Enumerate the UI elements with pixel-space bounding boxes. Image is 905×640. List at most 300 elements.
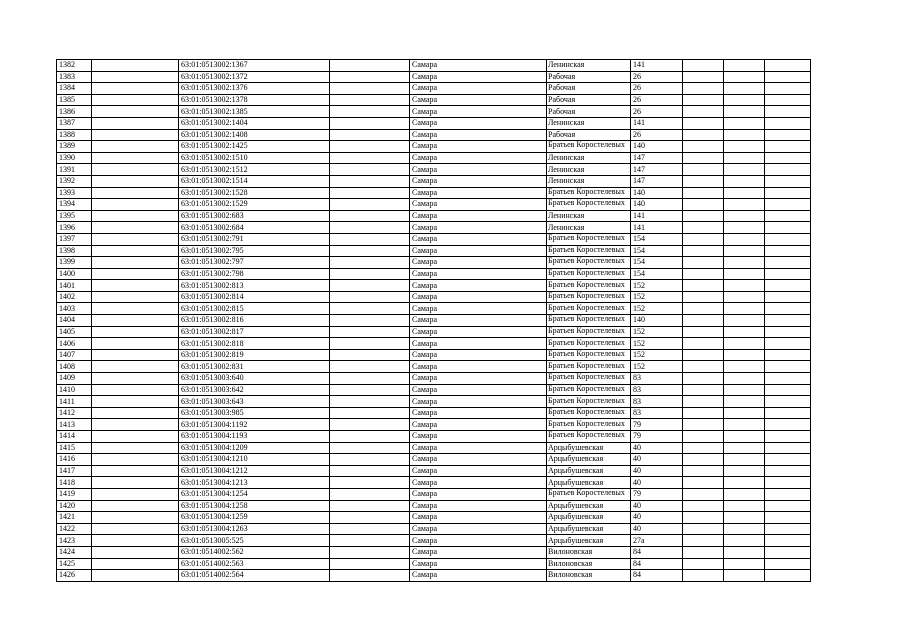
street: Арцыбушевская [548,442,604,452]
empty-cell [92,431,179,443]
street: Арцыбушевская [548,477,604,487]
empty-cell [683,152,724,164]
house-number-cell [631,396,683,408]
cadastral-number-cell [179,268,330,280]
row-number-cell [57,60,92,72]
street: Арцыбушевская [548,454,604,464]
empty-cell [724,94,765,106]
house-number: 154 [633,268,645,278]
house-number: 84 [633,547,641,557]
table-row [57,338,811,350]
city: Самара [412,350,437,360]
street: Арцыбушевская [548,512,604,522]
house-number: 140 [633,199,645,209]
empty-cell [330,222,410,234]
city-cell [410,164,547,176]
row-number-cell [57,291,92,303]
row-number: 1409 [59,373,75,383]
empty-cell [765,442,811,454]
house-number: 40 [633,442,641,452]
cadastral-number-cell [179,326,330,338]
row-number: 1400 [59,268,75,278]
table-row [57,326,811,338]
city: Самара [412,280,437,290]
street-cell [547,349,631,361]
empty-cell [765,535,811,547]
empty-cell [330,245,410,257]
cadastral-number-cell [179,210,330,222]
cadastral-number-cell [179,233,330,245]
empty-cell [765,280,811,292]
empty-cell [724,303,765,315]
street-cell [547,454,631,466]
cadastral-number: 63:01:0513002:1510 [181,153,248,163]
street: Ленинская [548,211,585,221]
street-cell [547,373,631,385]
empty-cell [765,303,811,315]
empty-cell [724,280,765,292]
empty-cell [724,454,765,466]
house-number: 152 [633,303,645,313]
house-number: 147 [633,176,645,186]
cadastral-number: 63:01:0513002:684 [181,222,244,232]
cadastral-number: 63:01:0513004:1212 [181,466,248,476]
row-number: 1406 [59,338,75,348]
row-number-cell [57,222,92,234]
empty-cell [683,268,724,280]
cadastral-number-cell [179,280,330,292]
empty-cell [765,349,811,361]
empty-cell [683,326,724,338]
city-cell [410,535,547,547]
empty-cell [683,106,724,118]
cadastral-number: 63:01:0514002:564 [181,570,244,580]
cadastral-number: 63:01:0513002:831 [181,361,244,371]
empty-cell [765,106,811,118]
house-number: 26 [633,95,641,105]
city: Самара [412,106,437,116]
empty-cell [92,187,179,199]
empty-cell [683,303,724,315]
house-number-cell [631,291,683,303]
table-row [57,268,811,280]
street: Арцыбушевская [548,500,604,510]
cadastral-number: 63:01:0513005:525 [181,535,244,545]
row-number-cell [57,303,92,315]
street: Рабочая [548,106,576,116]
city-cell [410,268,547,280]
empty-cell [92,117,179,129]
house-number-cell [631,210,683,222]
city: Самара [412,303,437,313]
city-cell [410,257,547,269]
empty-cell [92,523,179,535]
empty-cell [765,257,811,269]
empty-cell [92,245,179,257]
city-cell [410,326,547,338]
empty-cell [765,71,811,83]
cadastral-number: 63:01:0513002:816 [181,315,244,325]
empty-cell [724,291,765,303]
street: Братьев Коростелевых [548,257,625,266]
empty-cell [330,338,410,350]
house-number-cell [631,488,683,500]
cadastral-number-cell [179,558,330,570]
house-number: 152 [633,338,645,348]
empty-cell [330,233,410,245]
street: Арцыбушевская [548,524,604,534]
empty-cell [92,83,179,95]
city: Самара [412,500,437,510]
street: Вилоновская [548,570,593,580]
row-number: 1393 [59,187,75,197]
city-cell [410,233,547,245]
cadastral-number-cell [179,303,330,315]
row-number: 1419 [59,489,75,499]
empty-cell [683,141,724,153]
row-number-cell [57,500,92,512]
cadastral-number-cell [179,152,330,164]
row-number: 1399 [59,257,75,267]
empty-cell [765,233,811,245]
cadastral-number: 63:01:0513004:1209 [181,442,248,452]
street-cell [547,268,631,280]
table-row [57,117,811,129]
empty-cell [724,315,765,327]
house-number: 84 [633,570,641,580]
street-cell [547,233,631,245]
empty-cell [92,280,179,292]
empty-cell [330,512,410,524]
cadastral-number-cell [179,94,330,106]
street: Братьев Коростелевых [548,326,625,335]
cadastral-number: 63:01:0513004:1193 [181,431,248,441]
street-cell [547,523,631,535]
cadastral-number: 63:01:0513002:819 [181,350,244,360]
empty-cell [683,164,724,176]
empty-cell [765,152,811,164]
street: Братьев Коростелевых [548,141,625,150]
empty-cell [330,71,410,83]
row-number: 1413 [59,419,75,429]
cadastral-number-cell [179,106,330,118]
empty-cell [765,117,811,129]
cadastral-number: 63:01:0513004:1259 [181,512,248,522]
row-number-cell [57,361,92,373]
row-number: 1382 [59,60,75,70]
street: Братьев Коростелевых [548,361,625,370]
street: Братьев Коростелевых [548,245,625,254]
row-number: 1384 [59,83,75,93]
table-row [57,442,811,454]
row-number-cell [57,94,92,106]
empty-cell [724,488,765,500]
cadastral-number-cell [179,257,330,269]
row-number-cell [57,83,92,95]
cadastral-number: 63:01:0514002:562 [181,547,244,557]
city: Самара [412,535,437,545]
city: Самара [412,211,437,221]
city: Самара [412,257,437,267]
empty-cell [765,315,811,327]
empty-cell [92,546,179,558]
table-row [57,373,811,385]
row-number-cell [57,326,92,338]
street: Рабочая [548,95,576,105]
row-number: 1391 [59,164,75,174]
house-number: 83 [633,396,641,406]
row-number-cell [57,338,92,350]
house-number-cell [631,129,683,141]
city: Самара [412,408,437,418]
empty-cell [724,442,765,454]
city-cell [410,396,547,408]
table-row [57,245,811,257]
cadastral-number: 63:01:0513002:1529 [181,199,248,209]
house-number: 83 [633,408,641,418]
empty-cell [330,465,410,477]
house-number-cell [631,280,683,292]
house-number-cell [631,338,683,350]
city-cell [410,71,547,83]
row-number-cell [57,558,92,570]
city-cell [410,210,547,222]
cadastral-number: 63:01:0513002:1385 [181,106,248,116]
row-number: 1397 [59,234,75,244]
empty-cell [330,210,410,222]
empty-cell [765,465,811,477]
empty-cell [683,570,724,582]
street-cell [547,257,631,269]
cadastral-number: 63:01:0513004:1254 [181,489,248,499]
cadastral-number-cell [179,488,330,500]
empty-cell [683,280,724,292]
street: Братьев Коростелевых [548,187,625,196]
empty-cell [724,523,765,535]
empty-cell [92,373,179,385]
city-cell [410,280,547,292]
city-cell [410,83,547,95]
empty-cell [330,280,410,292]
street: Ленинская [548,176,585,186]
house-number-cell [631,465,683,477]
house-number: 140 [633,187,645,197]
table-row [57,558,811,570]
cadastral-number-cell [179,500,330,512]
street: Ленинская [548,118,585,128]
row-number-cell [57,407,92,419]
empty-cell [330,373,410,385]
street-cell [547,199,631,211]
city: Самара [412,95,437,105]
street-cell [547,535,631,547]
table-row [57,477,811,489]
street: Братьев Коростелевых [548,280,625,289]
table-row [57,349,811,361]
row-number-cell [57,245,92,257]
table-row [57,291,811,303]
house-number-cell [631,141,683,153]
row-number: 1396 [59,222,75,232]
empty-cell [724,222,765,234]
row-number: 1408 [59,361,75,371]
cadastral-number-cell [179,442,330,454]
cadastral-number-cell [179,431,330,443]
city-cell [410,546,547,558]
city-cell [410,141,547,153]
empty-cell [92,257,179,269]
row-number-cell [57,488,92,500]
empty-cell [683,419,724,431]
empty-cell [724,361,765,373]
city: Самара [412,454,437,464]
row-number-cell [57,477,92,489]
cadastral-number-cell [179,83,330,95]
table-row [57,106,811,118]
cadastral-number-cell [179,373,330,385]
cadastral-number-cell [179,396,330,408]
row-number: 1383 [59,71,75,81]
table-row [57,523,811,535]
empty-cell [330,523,410,535]
city: Самара [412,477,437,487]
empty-cell [330,349,410,361]
empty-cell [92,384,179,396]
house-number: 154 [633,234,645,244]
empty-cell [330,407,410,419]
cadastral-number-cell [179,117,330,129]
house-number-cell [631,175,683,187]
house-number: 40 [633,500,641,510]
empty-cell [683,94,724,106]
street-cell [547,431,631,443]
empty-cell [92,303,179,315]
cadastral-number: 63:01:0513002:798 [181,268,244,278]
empty-cell [724,558,765,570]
street-cell [547,164,631,176]
empty-cell [92,291,179,303]
city-cell [410,454,547,466]
row-number: 1401 [59,280,75,290]
house-number: 152 [633,292,645,302]
empty-cell [724,71,765,83]
table-row [57,396,811,408]
empty-cell [683,477,724,489]
empty-cell [724,210,765,222]
city-cell [410,477,547,489]
street: Братьев Коростелевых [548,396,625,405]
city-cell [410,384,547,396]
empty-cell [724,141,765,153]
street-cell [547,106,631,118]
table-body [57,60,811,582]
city: Самара [412,489,437,499]
street-cell [547,361,631,373]
cadastral-number: 63:01:0513003:640 [181,373,244,383]
empty-cell [683,396,724,408]
row-number-cell [57,280,92,292]
empty-cell [92,175,179,187]
city-cell [410,291,547,303]
city: Самара [412,141,437,151]
empty-cell [330,152,410,164]
row-number: 1403 [59,303,75,313]
cadastral-number-cell [179,222,330,234]
city: Самара [412,524,437,534]
street: Братьев Коростелевых [548,431,625,440]
house-number-cell [631,454,683,466]
street-cell [547,338,631,350]
empty-cell [92,199,179,211]
row-number-cell [57,257,92,269]
cadastral-number: 63:01:0513004:1213 [181,477,248,487]
row-number-cell [57,315,92,327]
house-number: 40 [633,477,641,487]
row-number: 1424 [59,547,75,557]
table-row [57,60,811,72]
row-number-cell [57,199,92,211]
cadastral-number-cell [179,477,330,489]
row-number-cell [57,512,92,524]
city: Самара [412,176,437,186]
row-number-cell [57,442,92,454]
table-row [57,488,811,500]
empty-cell [765,326,811,338]
street-cell [547,83,631,95]
empty-cell [765,454,811,466]
house-number: 147 [633,164,645,174]
street: Братьев Коростелевых [548,315,625,324]
city-cell [410,512,547,524]
street-cell [547,222,631,234]
empty-cell [683,338,724,350]
empty-cell [330,164,410,176]
house-number: 141 [633,60,645,70]
city-cell [410,570,547,582]
cadastral-number-cell [179,535,330,547]
empty-cell [92,349,179,361]
house-number-cell [631,187,683,199]
cadastral-number: 63:01:0513002:815 [181,303,244,313]
empty-cell [683,407,724,419]
empty-cell [92,222,179,234]
empty-cell [330,326,410,338]
table-row [57,570,811,582]
house-number: 152 [633,361,645,371]
city-cell [410,303,547,315]
empty-cell [724,431,765,443]
row-number: 1390 [59,153,75,163]
empty-cell [683,361,724,373]
empty-cell [765,187,811,199]
row-number: 1420 [59,500,75,510]
empty-cell [330,257,410,269]
city: Самара [412,466,437,476]
house-number-cell [631,199,683,211]
house-number: 147 [633,153,645,163]
street-cell [547,60,631,72]
empty-cell [765,477,811,489]
row-number-cell [57,419,92,431]
cadastral-number-cell [179,315,330,327]
city: Самара [412,71,437,81]
street-cell [547,187,631,199]
house-number-cell [631,268,683,280]
house-number-cell [631,570,683,582]
table-row [57,419,811,431]
row-number: 1392 [59,176,75,186]
house-number: 152 [633,350,645,360]
